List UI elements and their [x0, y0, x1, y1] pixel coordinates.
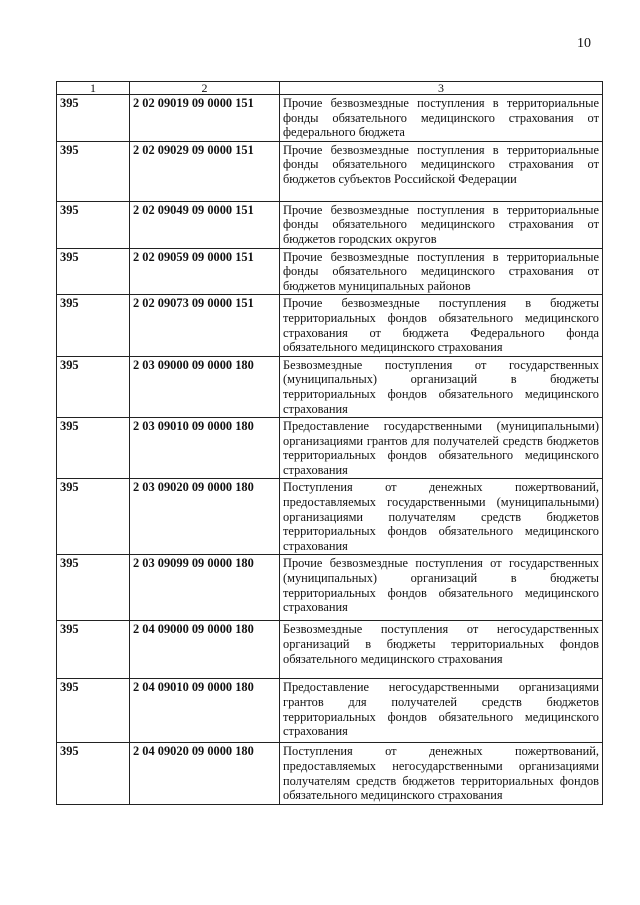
- budget-classification-code-cell: 2 04 09000 09 0000 180: [130, 621, 280, 679]
- table-row: [57, 743, 603, 804]
- table-row: [57, 201, 603, 248]
- income-description-cell: Прочие безвозмездные поступления от государственных (муниципальных) организаций в бюджеты территориальных фондов обязательного медицинского страхования: [280, 555, 603, 621]
- table-row: [57, 95, 603, 142]
- budget-classification-code-cell: 2 03 09000 09 0000 180: [130, 356, 280, 417]
- table-row: [57, 295, 603, 356]
- table-row: [57, 479, 603, 555]
- admin-code-cell: 395: [57, 679, 130, 743]
- page-number: 10: [577, 36, 591, 51]
- budget-classification-code-cell: 2 02 09049 09 0000 151: [130, 201, 280, 248]
- income-description-cell: Предоставление негосударственными организациями грантов для получателей средств бюджетов территориальных фондов обязательного медицинского страхования: [280, 679, 603, 743]
- budget-classification-code-cell: 2 04 09020 09 0000 180: [130, 743, 280, 804]
- admin-code-cell: 395: [57, 95, 130, 142]
- admin-code-cell: 395: [57, 201, 130, 248]
- income-description-cell: Прочие безвозмездные поступления в территориальные фонды обязательного медицинского страхования от бюджетов субъектов Российской Федерации: [280, 141, 603, 201]
- income-description-cell: Поступления от денежных пожертвований, предоставляемых негосударственными организациями получателям средств бюджетов территориальных фондов обязательного медицинского страхования: [280, 743, 603, 804]
- income-description-cell: Прочие безвозмездные поступления в территориальные фонды обязательного медицинского страхования от федерального бюджета: [280, 95, 603, 142]
- budget-classification-code-cell: 2 02 09073 09 0000 151: [130, 295, 280, 356]
- admin-code-cell: 395: [57, 141, 130, 201]
- budget-classification-code-cell: 2 02 09029 09 0000 151: [130, 141, 280, 201]
- table-row: [57, 248, 603, 295]
- income-description-cell: Прочие безвозмездные поступления в территориальные фонды обязательного медицинского страхования от бюджетов муниципальных районов: [280, 248, 603, 295]
- budget-classification-code-cell: 2 03 09010 09 0000 180: [130, 418, 280, 479]
- column-header: 2: [130, 82, 280, 95]
- table-row: [57, 679, 603, 743]
- income-description-cell: Безвозмездные поступления от государственных (муниципальных) организаций в бюджеты территориальных фондов обязательного медицинского страхования: [280, 356, 603, 417]
- income-description-cell: Безвозмездные поступления от негосударственных организаций в бюджеты территориальных фондов обязательного медицинского страхования: [280, 621, 603, 679]
- income-description-cell: Прочие безвозмездные поступления в бюджеты территориальных фондов обязательного медицинского страхования от бюджета Федерального фонда обязательного медицинского страхования: [280, 295, 603, 356]
- table-row: [57, 621, 603, 679]
- budget-classification-code-cell: 2 03 09020 09 0000 180: [130, 479, 280, 555]
- income-description-cell: Поступления от денежных пожертвований, предоставляемых государственными (муниципальными) организациями получателям средств бюджетов территориальных фондов обязательного медицинского страхования: [280, 479, 603, 555]
- admin-code-cell: 395: [57, 621, 130, 679]
- admin-code-cell: 395: [57, 295, 130, 356]
- budget-classification-code-cell: 2 03 09099 09 0000 180: [130, 555, 280, 621]
- table-header-row: [57, 82, 603, 95]
- table-row: [57, 418, 603, 479]
- table-row: [57, 555, 603, 621]
- admin-code-cell: 395: [57, 248, 130, 295]
- income-description-cell: Прочие безвозмездные поступления в территориальные фонды обязательного медицинского страхования от бюджетов городских округов: [280, 201, 603, 248]
- budget-classification-code-cell: 2 02 09059 09 0000 151: [130, 248, 280, 295]
- income-description-cell: Предоставление государственными (муниципальными) организациями грантов для получателей средств бюджетов территориальных фондов обязательного медицинского страхования: [280, 418, 603, 479]
- budget-codes-table: [56, 81, 603, 805]
- column-header: 3: [280, 82, 603, 95]
- table-row: [57, 141, 603, 201]
- budget-classification-code-cell: 2 02 09019 09 0000 151: [130, 95, 280, 142]
- admin-code-cell: 395: [57, 418, 130, 479]
- admin-code-cell: 395: [57, 479, 130, 555]
- budget-classification-code-cell: 2 04 09010 09 0000 180: [130, 679, 280, 743]
- table-row: [57, 356, 603, 417]
- column-header: 1: [57, 82, 130, 95]
- admin-code-cell: 395: [57, 555, 130, 621]
- admin-code-cell: 395: [57, 743, 130, 804]
- admin-code-cell: 395: [57, 356, 130, 417]
